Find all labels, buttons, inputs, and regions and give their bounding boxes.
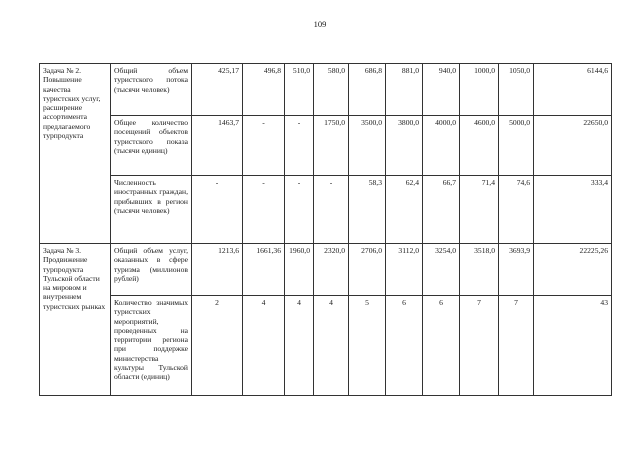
value-cell: 1000,0 xyxy=(460,64,499,116)
value-cell: 496,8 xyxy=(243,64,285,116)
value-cell: 1661,36 xyxy=(243,244,285,296)
value-cell: 5000,0 xyxy=(499,116,534,176)
value-cell: 881,0 xyxy=(386,64,423,116)
value-cell: 4600,0 xyxy=(460,116,499,176)
value-cell: 1750,0 xyxy=(314,116,349,176)
value-cell: 5 xyxy=(349,296,386,396)
value-cell: 58,3 xyxy=(349,176,386,244)
value-cell: 3254,0 xyxy=(423,244,460,296)
value-cell: - xyxy=(285,116,314,176)
value-cell: 2320,0 xyxy=(314,244,349,296)
indicator-cell: Общий объем туристского потока (тысячи человек) xyxy=(111,64,192,116)
value-cell: 66,7 xyxy=(423,176,460,244)
table-row xyxy=(40,244,612,296)
table-row xyxy=(40,116,612,176)
value-cell: - xyxy=(192,176,243,244)
value-cell: 4 xyxy=(243,296,285,396)
value-cell: 4 xyxy=(314,296,349,396)
value-cell: - xyxy=(243,176,285,244)
total-cell: 6144,6 xyxy=(534,64,612,116)
total-cell: 333,4 xyxy=(534,176,612,244)
value-cell: 7 xyxy=(460,296,499,396)
page-number: 109 xyxy=(313,19,327,29)
indicator-cell: Количество значимых туристских мероприятий, проведенных на территории региона при поддержке министерства культуры Тульской области (единиц) xyxy=(111,296,192,396)
value-cell: 3800,0 xyxy=(386,116,423,176)
value-cell: 6 xyxy=(423,296,460,396)
value-cell: 2706,0 xyxy=(349,244,386,296)
value-cell: 3518,0 xyxy=(460,244,499,296)
task-cell: Задача № 2. Повышение качества туристских услуг, расширение ассортимента предлагаемого турпродукта xyxy=(40,64,111,244)
total-cell: 43 xyxy=(534,296,612,396)
indicator-cell: Численность иностранных граждан, прибывших в регион (тысячи человек) xyxy=(111,176,192,244)
total-cell: 22650,0 xyxy=(534,116,612,176)
indicators-table xyxy=(39,63,612,396)
table-row xyxy=(40,296,612,396)
value-cell: 74,6 xyxy=(499,176,534,244)
total-cell: 22225,26 xyxy=(534,244,612,296)
value-cell: 71,4 xyxy=(460,176,499,244)
value-cell: 940,0 xyxy=(423,64,460,116)
value-cell: 3500,0 xyxy=(349,116,386,176)
value-cell: 3693,9 xyxy=(499,244,534,296)
value-cell: 3112,0 xyxy=(386,244,423,296)
value-cell: 62,4 xyxy=(386,176,423,244)
table-row xyxy=(40,64,612,116)
value-cell: 686,8 xyxy=(349,64,386,116)
value-cell: - xyxy=(314,176,349,244)
value-cell: 1050,0 xyxy=(499,64,534,116)
value-cell: 510,0 xyxy=(285,64,314,116)
indicator-cell: Общий объем услуг, оказанных в сфере туризма (миллионов рублей) xyxy=(111,244,192,296)
value-cell: 7 xyxy=(499,296,534,396)
table-row xyxy=(40,176,612,244)
value-cell: 4000,0 xyxy=(423,116,460,176)
value-cell: 1960,0 xyxy=(285,244,314,296)
value-cell: 4 xyxy=(285,296,314,396)
value-cell: 425,17 xyxy=(192,64,243,116)
value-cell: - xyxy=(285,176,314,244)
value-cell: 1463,7 xyxy=(192,116,243,176)
value-cell: - xyxy=(243,116,285,176)
task-cell: Задача № 3. Продвижение турпродукта Тульской области на мировом и внутреннем туристских рынках xyxy=(40,244,111,396)
indicator-cell: Общее количество посещений объектов туристского показа (тысячи единиц) xyxy=(111,116,192,176)
value-cell: 580,0 xyxy=(314,64,349,116)
value-cell: 6 xyxy=(386,296,423,396)
value-cell: 2 xyxy=(192,296,243,396)
value-cell: 1213,6 xyxy=(192,244,243,296)
